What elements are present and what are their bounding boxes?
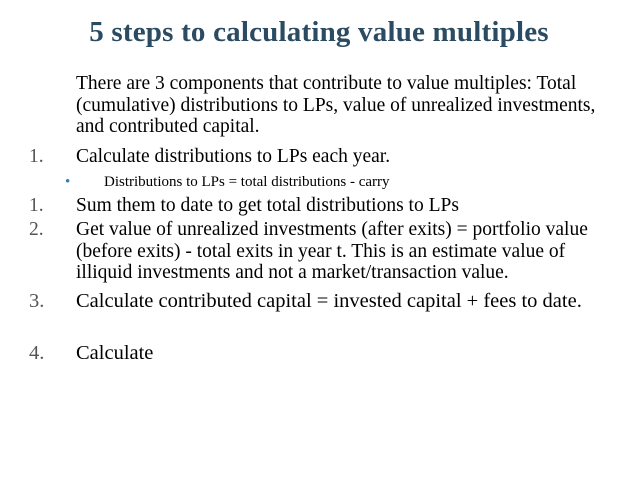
list-item-text: Sum them to date to get total distributions to LPs: [76, 195, 459, 216]
list-number: 4.: [29, 342, 45, 364]
list-item-text: Get value of unrealized investments (after exits) = portfolio value (before exits) - total exits in year t. This is an estimate value of illiquid investments and not a market/transaction value.: [76, 219, 588, 283]
list-number: 1.: [29, 146, 44, 167]
list-number: 3.: [29, 290, 45, 312]
list-number: 1.: [29, 195, 44, 216]
bullet-icon: •: [65, 174, 71, 190]
list-item-text: Calculate: [76, 342, 154, 364]
list-item-text: Calculate contributed capital = invested capital + fees to date.: [76, 290, 582, 312]
sub-bullet-text: Distributions to LPs = total distributions - carry: [104, 174, 390, 190]
intro-paragraph: There are 3 components that contribute to value multiples: Total (cumulative) distributions to LPs, value of unrealized investments, and contributed capital.: [76, 73, 596, 137]
list-item-text: Calculate distributions to LPs each year.: [76, 146, 391, 167]
list-number: 2.: [29, 219, 44, 240]
slide-title: 5 steps to calculating value multiples: [89, 16, 549, 48]
